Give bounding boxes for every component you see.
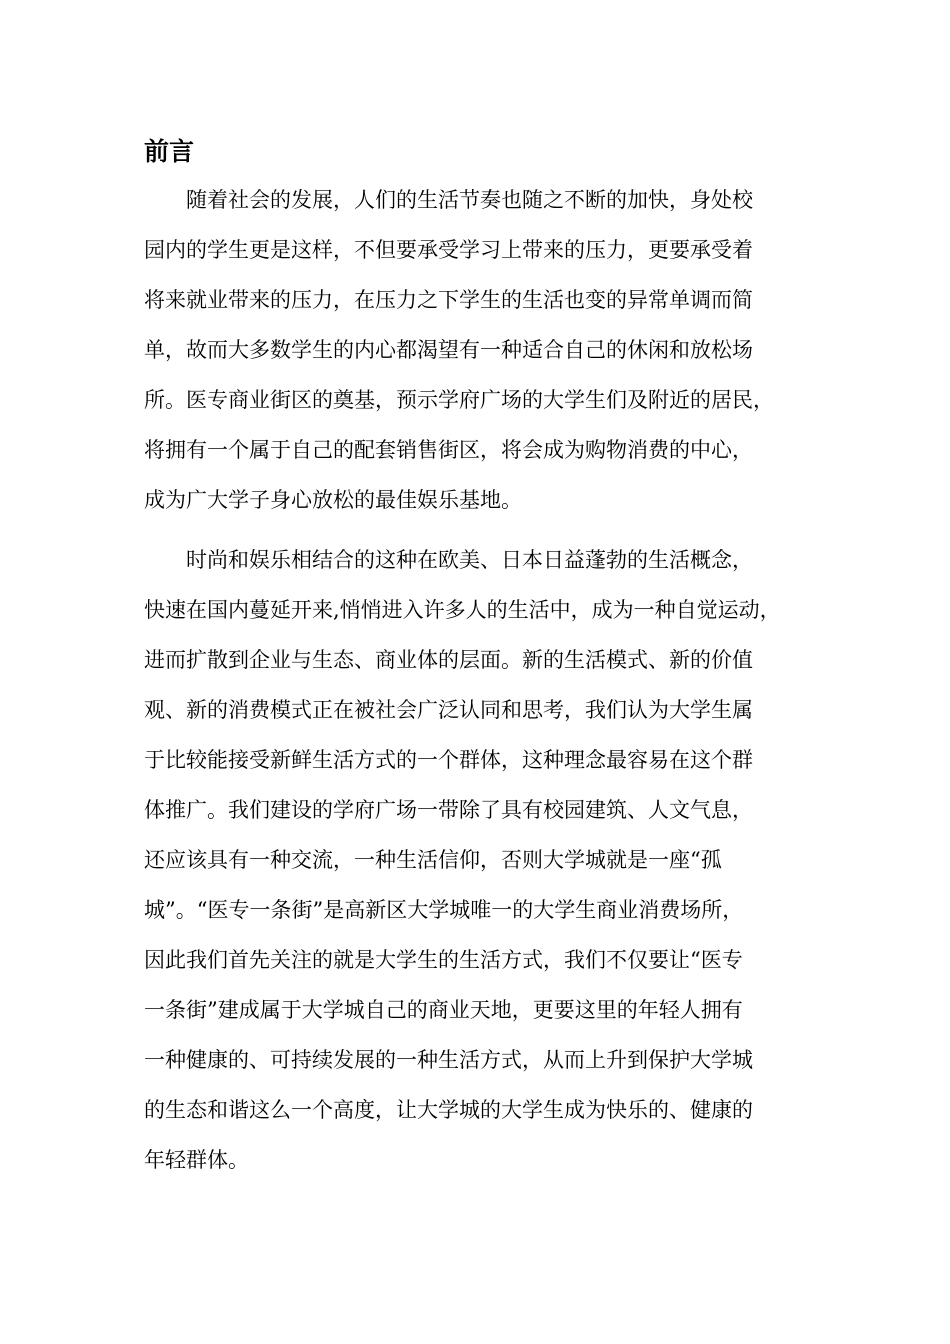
paragraph-2-line: 时尚和娱乐相结合的这种在欧美、日本日益蓬勃的生活概念， (144, 548, 753, 572)
paragraph-2-line: 城”。“医专一条街”是高新区大学城唯一的大学生商业消费场所， (144, 898, 744, 922)
paragraph-1-line: 将拥有一个属于自己的配套销售街区，将会成为购物消费的中心， (144, 438, 753, 462)
page-title: 前言 (144, 137, 195, 166)
paragraph-1-line: 随着社会的发展，人们的生活节奏也随之不断的加快，身处校 (144, 188, 753, 212)
paragraph-1-line: 将来就业带来的压力，在压力之下学生的生活也变的异常单调而简 (144, 288, 753, 312)
paragraph-1-line: 所。医专商业街区的奠基，预示学府广场的大学生们及附近的居民， (144, 388, 774, 412)
paragraph-2-line: 观、新的消费模式正在被社会广泛认同和思考，我们认为大学生属 (144, 698, 753, 722)
paragraph-1-line: 单，故而大多数学生的内心都渴望有一种适合自己的休闲和放松场 (144, 338, 753, 362)
paragraph-2-line: 进而扩散到企业与生态、商业体的层面。新的生活模式、新的价值 (144, 648, 753, 672)
paragraph-2-line: 体推广。我们建设的学府广场一带除了具有校园建筑、人文气息， (144, 798, 753, 822)
paragraph-2-line: 的生态和谐这么一个高度，让大学城的大学生成为快乐的、健康的 (144, 1098, 753, 1122)
paragraph-2-line: 还应该具有一种交流，一种生活信仰，否则大学城就是一座“孤 (144, 848, 722, 872)
paragraph-2-line: 快速在国内蔓延开来,悄悄进入许多人的生活中，成为一种自觉运动， (144, 598, 781, 622)
paragraph-2-line: 因此我们首先关注的就是大学生的生活方式，我们不仅要让“医专 (144, 948, 743, 972)
paragraph-1-line: 成为广大学子身心放松的最佳娱乐基地。 (144, 488, 522, 512)
paragraph-2-line: 于比较能接受新鲜生活方式的一个群体，这种理念最容易在这个群 (144, 748, 753, 772)
paragraph-2-line: 年轻群体。 (144, 1148, 249, 1172)
paragraph-2-line: 一条街”建成属于大学城自己的商业天地，更要这里的年轻人拥有 (144, 998, 743, 1022)
paragraph-2-line: 一种健康的、可持续发展的一种生活方式，从而上升到保护大学城 (144, 1048, 753, 1072)
paragraph-1-line: 园内的学生更是这样，不但要承受学习上带来的压力，更要承受着 (144, 238, 753, 262)
